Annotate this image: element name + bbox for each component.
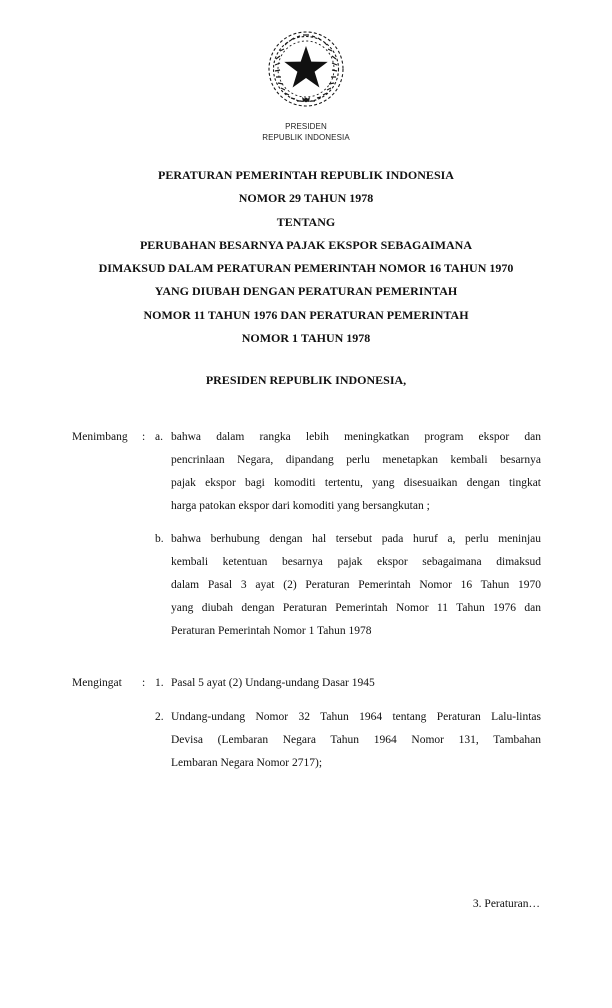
item-marker: b. <box>155 533 164 545</box>
text-line: pajak ekspor bagi komoditi tertentu, yang disesuaikan dengan tingkat <box>171 477 541 489</box>
text-line: harga patokan ekspor dari komoditi yang bersangkutan ; <box>171 500 430 512</box>
item-marker: a. <box>155 431 163 443</box>
continuation-marker: 3. Peraturan… <box>472 898 540 910</box>
document-title <box>0 164 612 350</box>
president-heading: PRESIDEN REPUBLIK INDONESIA, <box>205 373 407 387</box>
title-line: DIMAKSUD DALAM PERATURAN PEMERINTAH NOMOR 16 TAHUN 1970 <box>98 261 514 276</box>
text-line: bahwa dalam rangka lebih meningkatkan program ekspor dan <box>171 431 541 443</box>
title-line: NOMOR 11 TAHUN 1976 DAN PERATURAN PEMERINTAH <box>143 307 469 322</box>
item-text <box>171 672 541 695</box>
text-line: yang diubah dengan Peraturan Pemerintah Nomor 11 Tahun 1976 dan <box>171 602 541 614</box>
title-line: TENTANG <box>276 214 336 229</box>
letterhead-line-2: REPUBLIK INDONESIA <box>262 133 350 142</box>
title-line: YANG DIUBAH DENGAN PERATURAN PEMERINTAH <box>154 284 458 299</box>
text-line: kembali ketentuan besarnya pajak ekspor sebagaimana dimaksud <box>171 556 541 568</box>
item-text <box>171 528 541 643</box>
presidential-emblem-icon <box>266 29 346 109</box>
item-marker: 2. <box>155 711 164 723</box>
text-line: Devisa (Lembaran Negara Tahun 1964 Nomor 131, Tambahan <box>171 734 541 746</box>
title-line: NOMOR 1 TAHUN 1978 <box>241 331 371 346</box>
section-colon: : <box>142 431 146 443</box>
item-text <box>171 426 541 518</box>
text-line: bahwa berhubung dengan hal tersebut pada huruf a, perlu meninjau <box>171 533 541 545</box>
text-line: dalam Pasal 3 ayat (2) Peraturan Pemerintah Nomor 16 Tahun 1970 <box>171 579 541 591</box>
title-line: PERATURAN PEMERINTAH REPUBLIK INDONESIA <box>158 168 454 182</box>
section-colon: : <box>142 677 146 689</box>
text-line: pencrinlaan Negara, dipandang perlu menetapkan kembali besarnya <box>171 454 541 466</box>
section-label: Menimbang <box>72 431 128 443</box>
text-line: Lembaran Negara Nomor 2717); <box>171 757 323 769</box>
text-line: Undang-undang Nomor 32 Tahun 1964 tentang Peraturan Lalu-lintas <box>171 711 541 723</box>
item-text <box>171 706 541 775</box>
title-line: PERUBAHAN BESARNYA PAJAK EKSPOR SEBAGAIMANA <box>139 237 473 252</box>
title-line: NOMOR 29 TAHUN 1978 <box>238 191 374 206</box>
item-marker: 1. <box>155 677 164 689</box>
letterhead-line-1: PRESIDEN <box>285 122 327 131</box>
section-label: Mengingat <box>72 677 122 689</box>
text-line: Pasal 5 ayat (2) Undang-undang Dasar 1945 <box>171 677 375 689</box>
text-line: Peraturan Pemerintah Nomor 1 Tahun 1978 <box>171 625 372 637</box>
